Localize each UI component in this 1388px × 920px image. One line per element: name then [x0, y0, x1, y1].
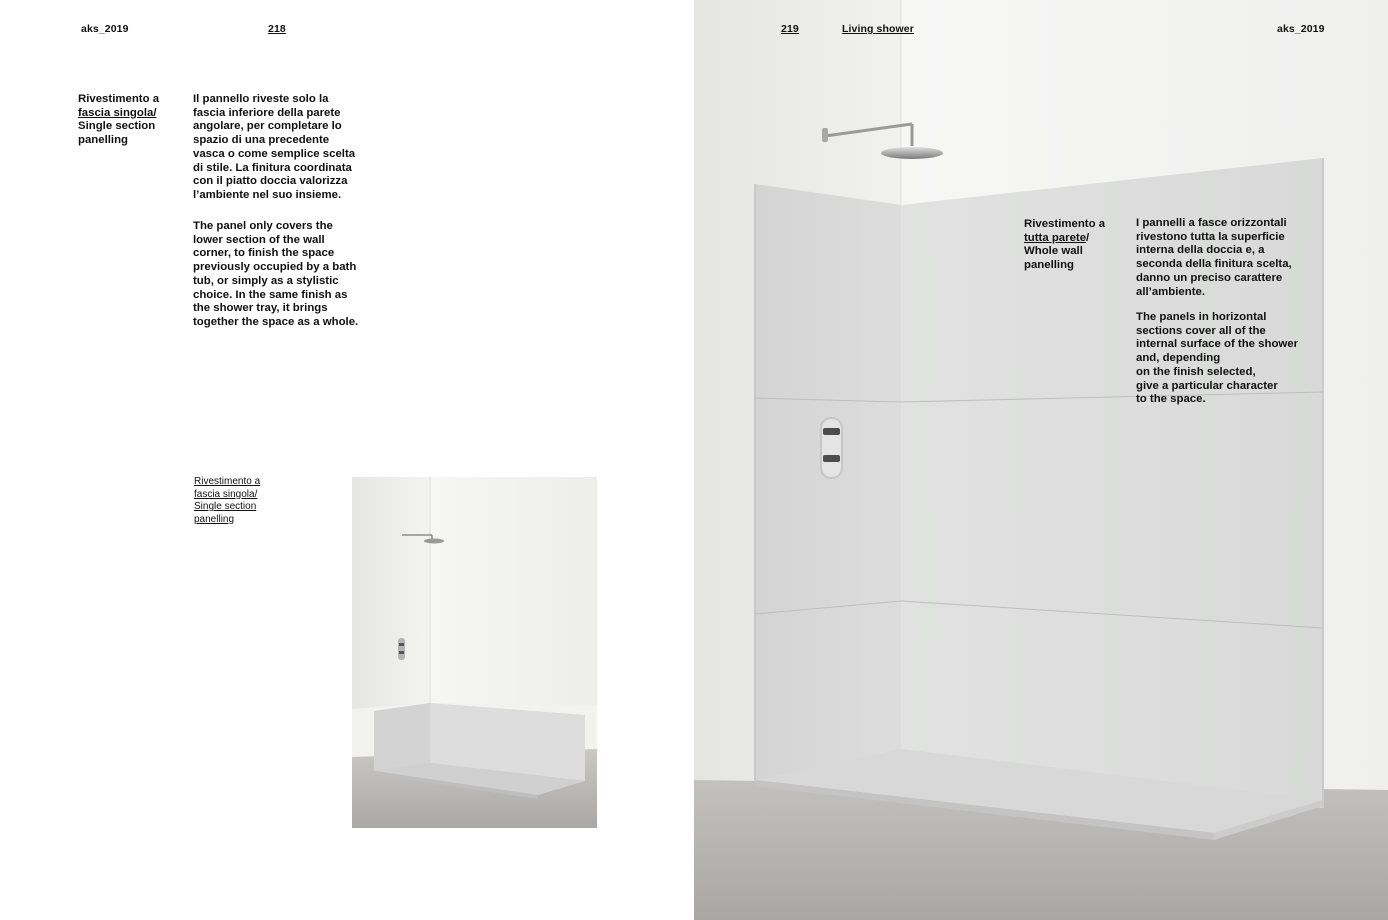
photo-caption[interactable]: Rivestimento a fascia singola/ Single section panelling — [194, 476, 261, 525]
left-body-italian: Il pannello riveste solo la fascia inferiore della parete angolare, per completare lo spazio di una precedente vasca o come semplice scelta di stile. La finitura coordinata con il piatto doccia valorizza l’ambiente nel suo insieme. — [193, 93, 356, 201]
right-page — [694, 0, 1388, 920]
right-heading-slash: / — [1086, 231, 1090, 244]
right-heading-line1: Rivestimento a — [1024, 218, 1106, 230]
left-heading-line1: Rivestimento a — [78, 93, 160, 105]
left-heading — [78, 93, 159, 148]
left-heading-line3: Single section panelling — [78, 120, 156, 147]
right-heading-line3: Whole wall panelling — [1024, 245, 1083, 272]
left-body-english: The panel only covers the lower section of the wall corner, to finish the space previously occupied by a bath tub, or simply as a stylistic choice. In the same finish as the shower tray, it brings together the space as a whole. — [193, 220, 359, 328]
right-page-number[interactable]: 219 — [781, 23, 799, 35]
single-section-panelling-photo — [352, 477, 597, 828]
right-heading-line2: tutta parete — [1024, 231, 1087, 244]
left-page-number[interactable]: 218 — [268, 23, 286, 35]
left-heading-line2: fascia singola/ — [78, 106, 157, 119]
left-brand: aks_2019 — [81, 23, 129, 35]
right-body-english: The panels in horizontal sections cover all of the internal surface of the shower and, depending on the finish selected, give a particular character to the space. — [1136, 311, 1299, 406]
right-body-italian: I pannelli a fasce orizzontali rivestono tutta la superficie interna della doccia e, a seconda della finitura scelta, danno un preciso carattere all’ambiente. — [1136, 217, 1292, 298]
right-heading — [1024, 218, 1105, 273]
right-brand: aks_2019 — [1277, 23, 1325, 35]
whole-wall-panelling-photo — [694, 0, 1388, 920]
section-title[interactable]: Living shower — [842, 23, 914, 35]
